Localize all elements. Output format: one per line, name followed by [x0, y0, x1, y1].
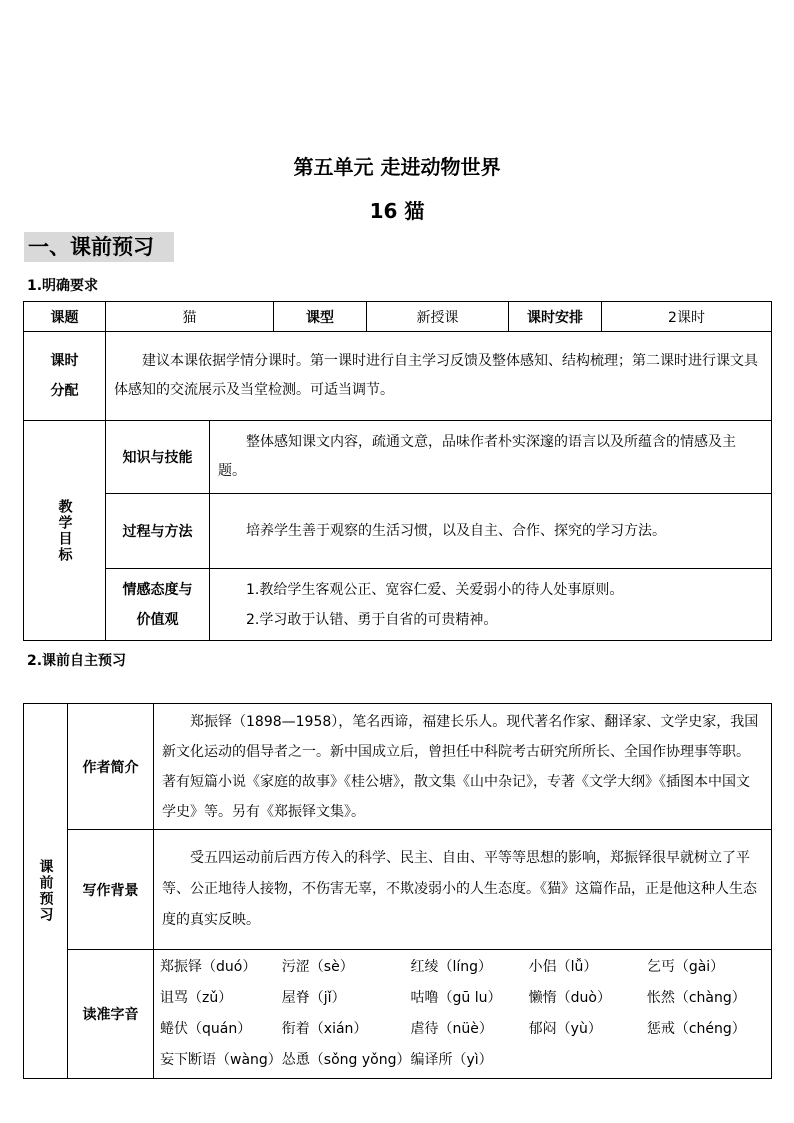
table-row [24, 704, 772, 830]
author-label: 作者简介 [68, 704, 154, 830]
goal-label: 知识与技能 [106, 421, 210, 494]
pronunciation-cell [154, 950, 772, 1079]
goal-text [210, 569, 772, 641]
time-value: 2课时 [602, 302, 772, 332]
pron-item: 懒惰（duò） [528, 990, 611, 1006]
pron-item: 蜷伏（quán） [160, 1021, 252, 1037]
subsection-requirements: 1.明确要求 [27, 278, 99, 294]
pron-item: 编译所（yì） [410, 1052, 493, 1068]
pron-item: 诅骂（zǔ） [160, 990, 233, 1006]
goal-text: 培养学生善于观察的生活习惯，以及自主、合作、探究的学习方法。 [210, 494, 772, 569]
background-text: 受五四运动前后西方传入的科学、民主、自由、平等等思想的影响，郑振铎很早就树立了平等、公正地待人接物，不伤害无辜，不欺凌弱小的人生态度。《猫》这篇作品，正是他这种人生态度的真实反映。 [154, 830, 772, 950]
goal-label-line: 价值观 [136, 611, 179, 628]
lesson-title: 16 猫 [369, 199, 425, 223]
table-row [24, 332, 772, 421]
table-row [24, 494, 772, 569]
goal-label: 过程与方法 [106, 494, 210, 569]
topic-value: 猫 [106, 302, 274, 332]
table-row [24, 302, 772, 332]
pron-item: 惩戒（chéng） [646, 1021, 746, 1037]
type-label: 课型 [274, 302, 367, 332]
goal-label-line: 情感态度与 [122, 581, 193, 598]
goal-item: 1.教给学生客观公正、宽容仁爱、关爱弱小的待人处事原则。 [246, 581, 624, 598]
pron-item: 衔着（xián） [281, 1021, 368, 1037]
pron-item: 小侣（lǚ） [528, 959, 598, 975]
pron-item: 郑振铎（duó） [160, 959, 257, 975]
preview-table [23, 703, 772, 1079]
requirements-table [23, 301, 772, 641]
allocation-label-line: 分配 [50, 383, 79, 399]
table-row [24, 421, 772, 494]
table-row [24, 830, 772, 950]
allocation-label-line: 课时 [50, 353, 79, 369]
table-row [24, 569, 772, 641]
subsection-self-preview: 2.课前自主预习 [27, 653, 127, 669]
author-text: 郑振铎（1898—1958），笔名西谛，福建长乐人。现代著名作家、翻译家、文学史家，我国新文化运动的倡导者之一。新中国成立后，曾担任中科院考古研究所所长、全国作协理事等职。著有短篇小说《家庭的故事》《桂公塘》，散文集《山中杂记》，专著《文学大纲》《插图本中国文学史》等。另有《郑振铎文集》。 [154, 704, 772, 830]
pron-item: 郁闷（yù） [528, 1021, 602, 1037]
pron-item: 怂恿（sǒng yǒng） [281, 1052, 411, 1068]
pron-item: 红绫（líng） [410, 959, 493, 975]
pron-item: 虐待（nüè） [410, 1021, 493, 1037]
goal-label [106, 569, 210, 641]
allocation-label [24, 332, 106, 421]
time-label: 课时安排 [509, 302, 602, 332]
pron-item: 屋脊（jǐ） [281, 990, 346, 1006]
pron-item: 乞丐（gài） [646, 959, 725, 975]
goals-label: 教学目标 [56, 498, 73, 563]
goal-item: 2.学习敢于认错、勇于自省的可贵精神。 [246, 611, 498, 628]
background-label: 写作背景 [68, 830, 154, 950]
preview-label-cell [24, 704, 68, 1079]
type-value: 新授课 [367, 302, 509, 332]
table-row [24, 950, 772, 1079]
topic-label: 课题 [24, 302, 106, 332]
pronunciation-label: 读准字音 [68, 950, 154, 1079]
allocation-text: 建议本课依据学情分课时。第一课时进行自主学习反馈及整体感知、结构梳理；第二课时进行课文具体感知的交流展示及当堂检测。可适当调节。 [106, 332, 772, 421]
pron-item: 咕噜（gū lu） [410, 990, 502, 1006]
preview-label: 课前预习 [37, 859, 54, 923]
section-heading: 一、课前预习 [24, 232, 174, 262]
pronunciation-list [154, 950, 771, 1078]
unit-title: 第五单元 走进动物世界 [293, 155, 501, 179]
goals-label-cell [24, 421, 106, 641]
pron-item: 妄下断语（wàng） [160, 1052, 282, 1068]
pron-item: 怅然（chàng） [646, 990, 746, 1006]
goal-text: 整体感知课文内容，疏通文意，品味作者朴实深邃的语言以及所蕴含的情感及主题。 [210, 421, 772, 494]
pron-item: 污涩（sè） [281, 959, 354, 975]
